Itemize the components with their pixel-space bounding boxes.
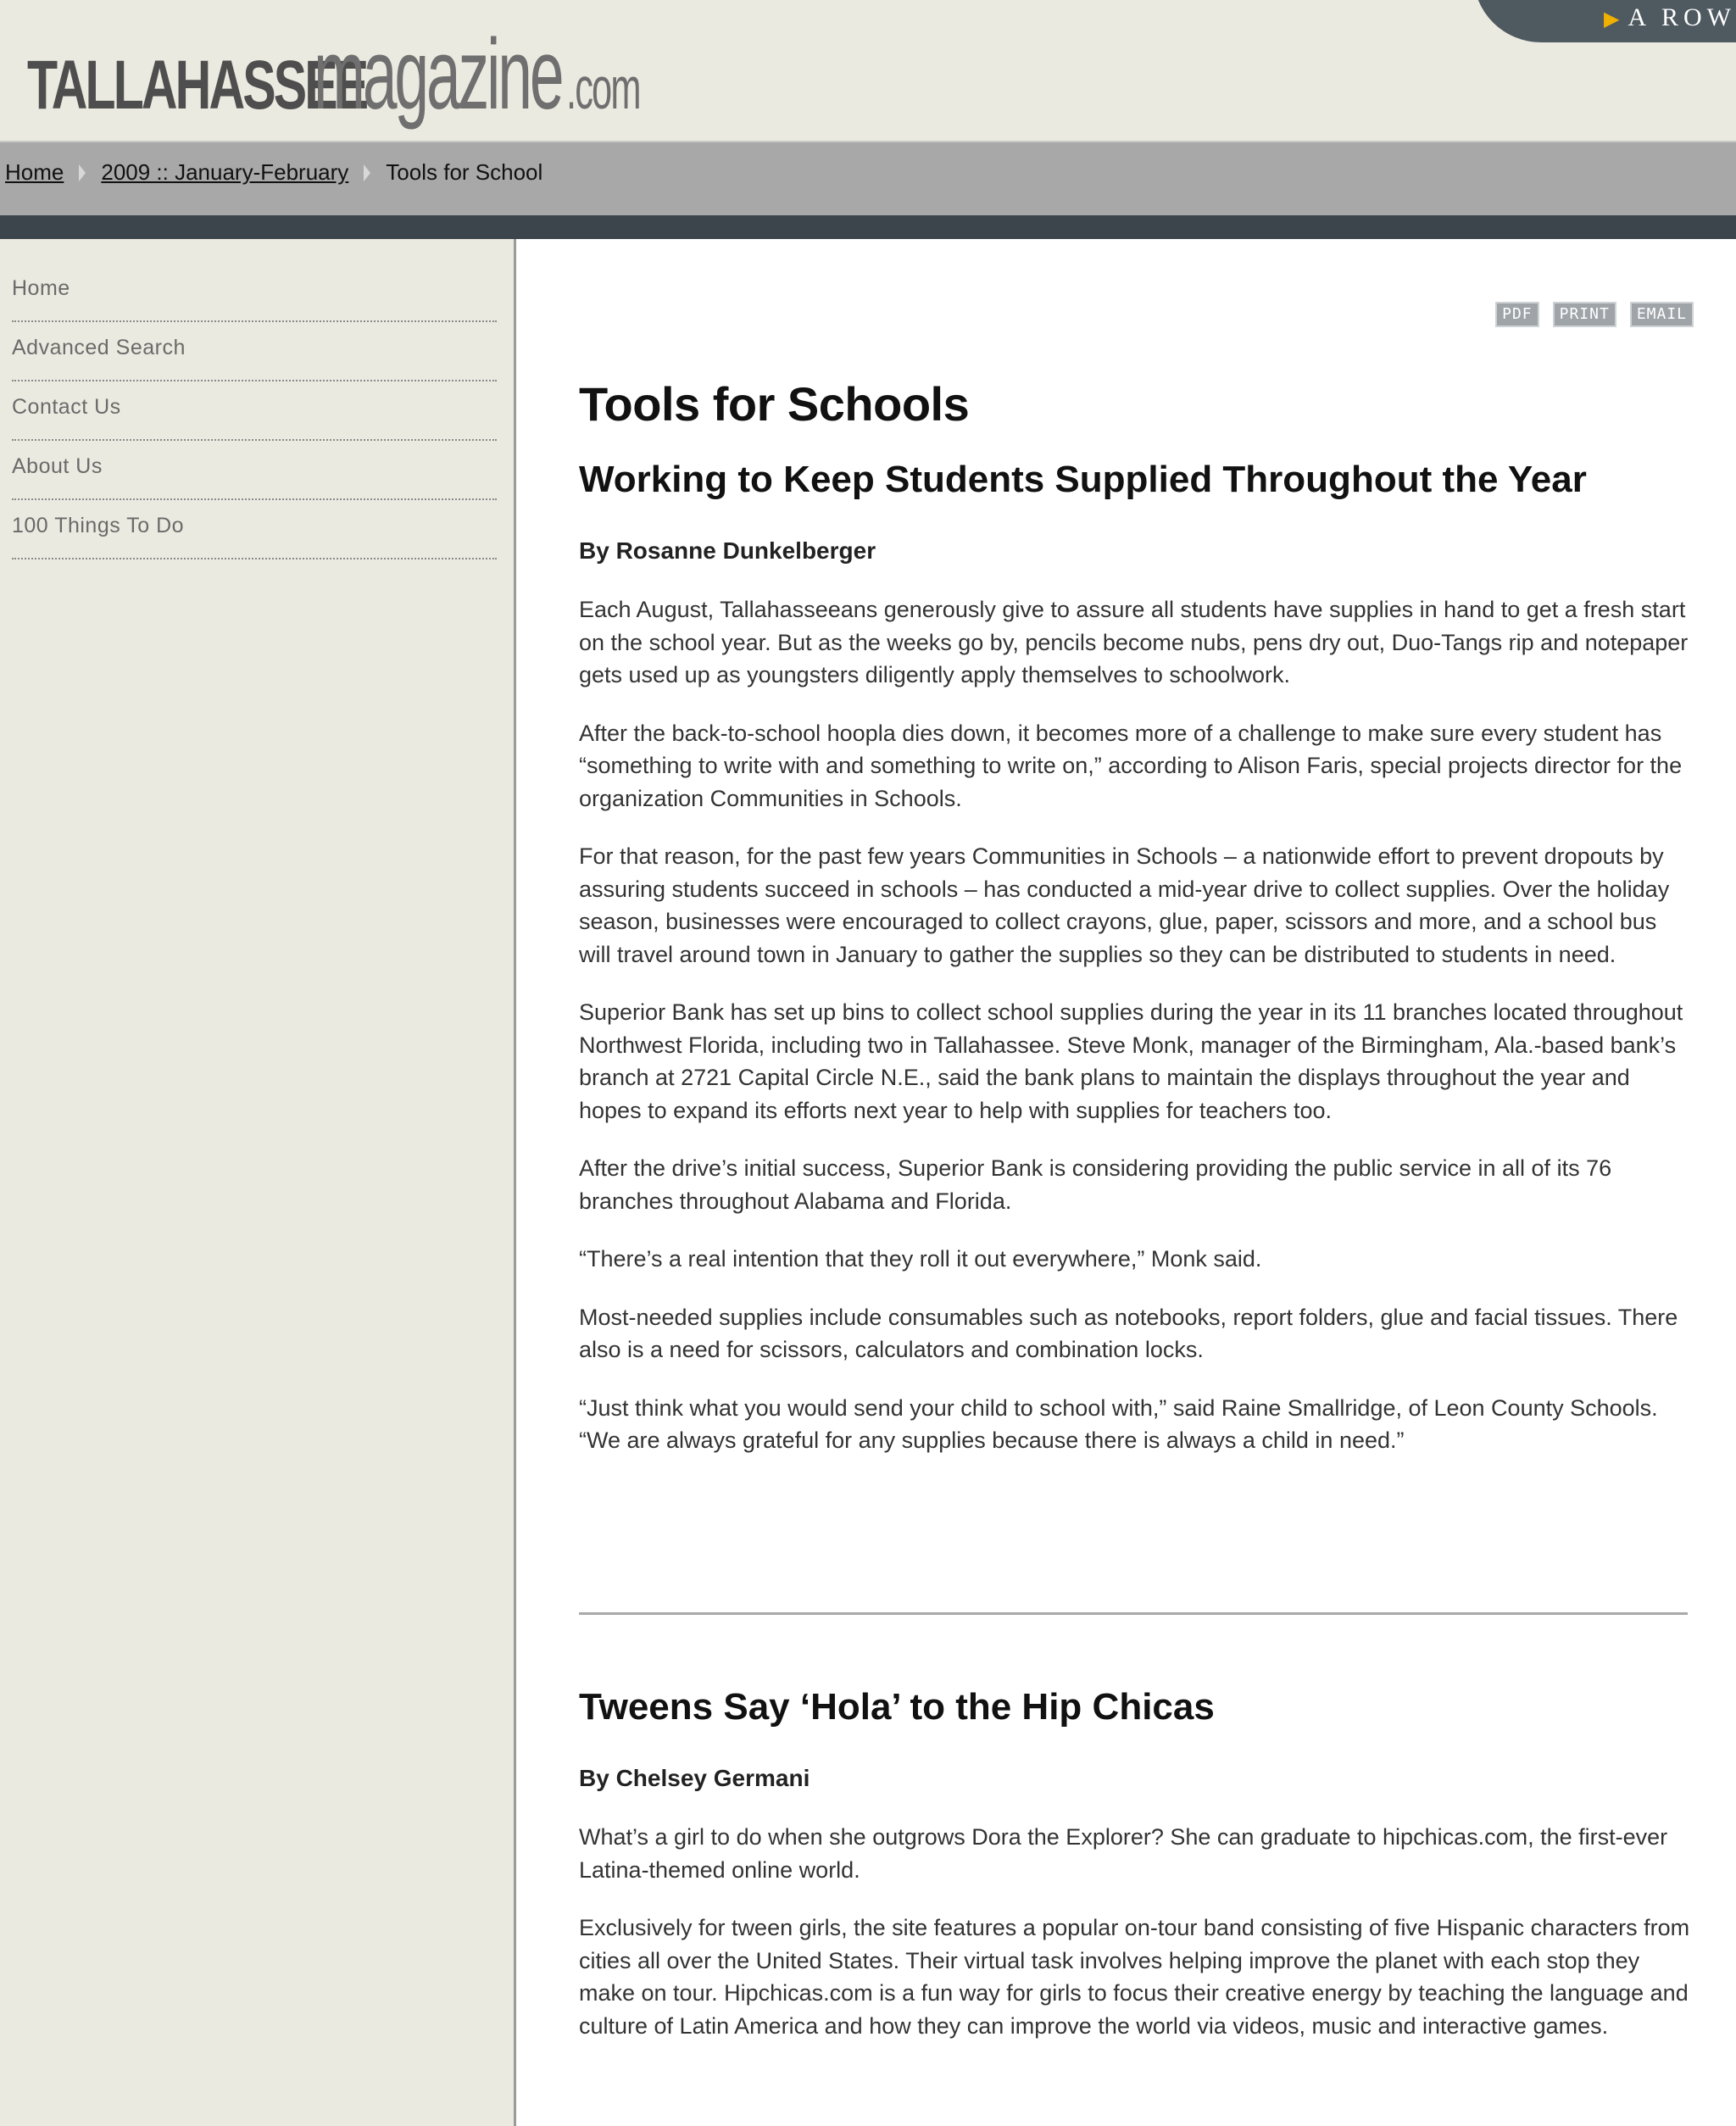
breadcrumb-separator-icon bbox=[364, 164, 370, 181]
logo-text-magazine: magazine bbox=[313, 19, 562, 131]
article-paragraph: Superior Bank has set up bins to collect school supplies during the year in its 11 branches located throughout Northwest Florida, including two in Tallahassee. Steve Monk, manager of the Birmingham, Ala.-based bank’s branch at 2721 Capital Circle N.E., said the bank plans to maintain the displays throughout the year and hopes to expand its efforts next year to help with supplies for teachers too. bbox=[579, 999, 1683, 1123]
sidebar-item-100-things[interactable] bbox=[12, 500, 497, 559]
pdf-button[interactable]: PDF bbox=[1495, 302, 1539, 327]
article2-byline: By Chelsey Germani bbox=[579, 1765, 810, 1791]
article2-paragraph: Exclusively for tween girls, the site features a popular on-tour band consisting of five Hispanic characters from cities all over the United States. Their virtual task involves helping improve the planet with each stop they make on tour. Hipchicas.com is a fun way for girls to focus their creative energy by teaching the language and culture of Latin America and how they can improve the world via videos, music and interactive games. bbox=[579, 1915, 1690, 2039]
header-divider-band bbox=[0, 215, 1736, 239]
article-paragraph: After the back-to-school hoopla dies down, it becomes more of a challenge to make sure every student has “something to write with and something to write on,” according to Alison Faris, special projects director for the organization Communities in Schools. bbox=[579, 720, 1683, 811]
sidebar-item-home[interactable] bbox=[12, 263, 497, 322]
site-header bbox=[0, 0, 1736, 141]
sidebar-item-label: Home bbox=[12, 276, 70, 300]
sidebar-item-label: Advanced Search bbox=[12, 336, 186, 359]
print-button[interactable]: PRINT bbox=[1553, 302, 1616, 327]
article-byline: By Rosanne Dunkelberger bbox=[579, 537, 876, 564]
article-hip-chicas bbox=[579, 1684, 1694, 2042]
article2-paragraph: What’s a girl to do when she outgrows Dora the Explorer? She can graduate to hipchicas.com, the first-ever Latina-themed online world. bbox=[579, 1824, 1668, 1883]
sidebar-item-label: 100 Things To Do bbox=[12, 514, 185, 537]
play-arrow-icon: ▶ bbox=[1604, 8, 1620, 31]
article-divider bbox=[579, 1612, 1688, 1615]
article-tools bbox=[1495, 302, 1694, 327]
article-paragraph: “There’s a real intention that they roll it out everywhere,” Monk said. bbox=[579, 1246, 1262, 1272]
article-tools-for-schools bbox=[579, 375, 1694, 1457]
sidebar bbox=[0, 239, 514, 2126]
page-title: Tools for Schools bbox=[579, 377, 970, 431]
breadcrumb bbox=[5, 159, 542, 186]
article-paragraph: For that reason, for the past few years Communities in Schools – a nationwide effort to prevent dropouts by assuring students succeed in schools – has conducted a mid-year drive to collect supplies. Over the holiday season, businesses were encouraged to collect crayons, glue, paper, scissors and more, and a school bus will travel around town in January to gather the supplies so they can be distributed to students in need. bbox=[579, 843, 1670, 967]
sidebar-nav bbox=[12, 263, 497, 559]
sidebar-item-about-us[interactable] bbox=[12, 441, 497, 500]
breadcrumb-separator-icon bbox=[79, 164, 86, 181]
breadcrumb-home-link[interactable]: Home bbox=[5, 159, 64, 185]
article-paragraph: Most-needed supplies include consumables such as notebooks, report folders, glue and facial tissues. There also is a need for scissors, calculators and combination locks. bbox=[579, 1304, 1678, 1362]
article-paragraph: After the drive’s initial success, Superior Bank is considering providing the public service in all of its 76 branches throughout Alabama and Florida. bbox=[579, 1155, 1612, 1214]
sidebar-item-advanced-search[interactable] bbox=[12, 322, 497, 381]
logo-text-com: .com bbox=[566, 55, 641, 121]
main-content bbox=[514, 239, 1736, 2126]
sidebar-item-label: Contact Us bbox=[12, 395, 121, 419]
article2-title: Tweens Say ‘Hola’ to the Hip Chicas bbox=[579, 1686, 1215, 1728]
breadcrumb-bar bbox=[0, 141, 1736, 215]
sidebar-item-label: About Us bbox=[12, 454, 103, 478]
article-subtitle: Working to Keep Students Supplied Throughout the Year bbox=[579, 459, 1587, 500]
sidebar-item-contact-us[interactable] bbox=[12, 381, 497, 441]
breadcrumb-current: Tools for School bbox=[386, 159, 543, 185]
breadcrumb-issue-link[interactable]: 2009 :: January-February bbox=[101, 159, 349, 185]
logo-text-tallahassee: TALLAHASSEE bbox=[27, 47, 367, 124]
article-paragraph: “Just think what you would send your child to school with,” said Raine Smallridge, of Leon County Schools. “We are always grateful for any supplies because there is always a child in need.” bbox=[579, 1394, 1658, 1453]
article-paragraph: Each August, Tallahasseeans generously give to assure all students have supplies in hand to get a fresh start on the school year. But as the weeks go by, pencils become nubs, pens dry out, Duo-Tangs rip and notepaper gets used up as youngsters diligently apply themselves to schoolwork. bbox=[579, 597, 1689, 687]
email-button[interactable]: EMAIL bbox=[1630, 302, 1694, 327]
top-promo-text: A ROW bbox=[1628, 3, 1736, 31]
top-promo-tab[interactable] bbox=[1473, 0, 1736, 42]
